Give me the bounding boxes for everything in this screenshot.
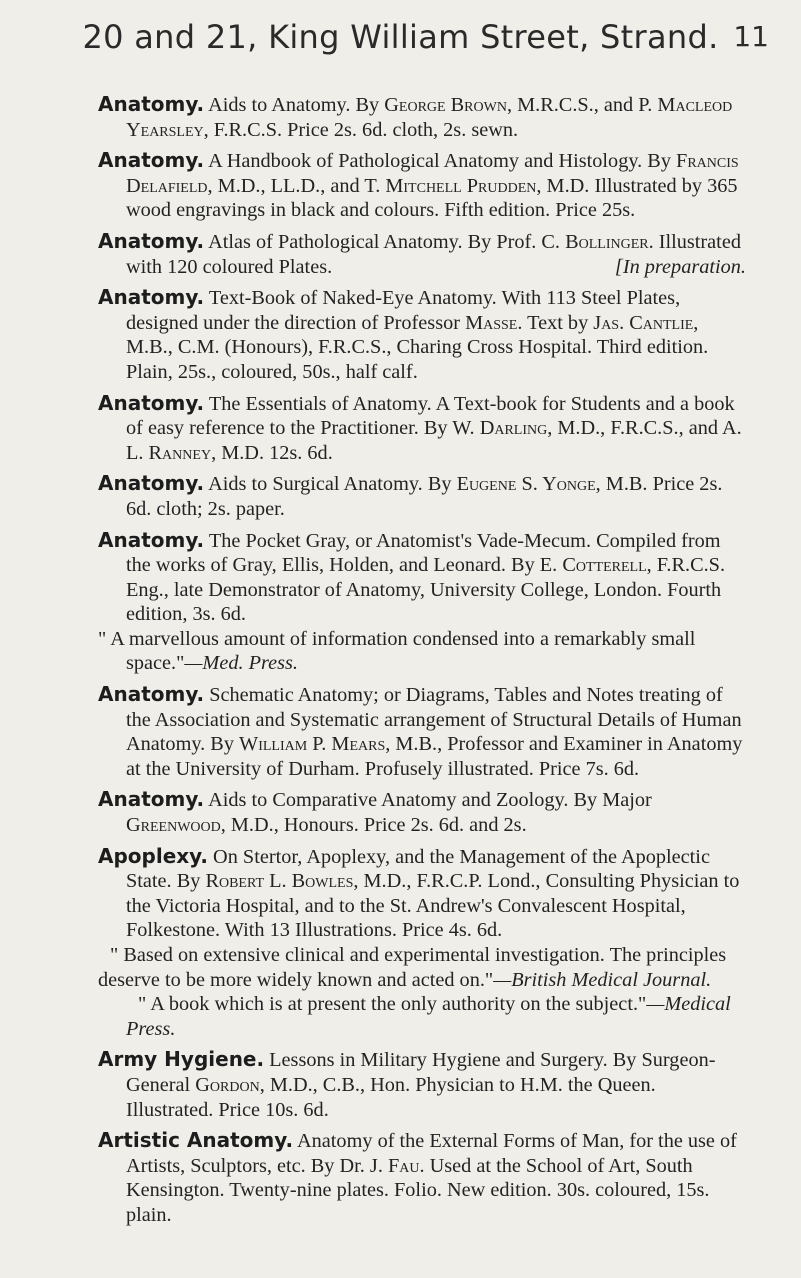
entry-text: Anatomy. Atlas of Pathological Anatomy. By Prof. C. Bollinger. Illustrated with 120 coloured Plates. [In preparation. (98, 228, 746, 278)
entry-author: Masse (465, 311, 518, 334)
entry-subject: Anatomy. (98, 682, 205, 707)
catalogue-entry (98, 148, 746, 223)
entry-subject: Anatomy. (98, 527, 205, 552)
catalogue-entry (98, 471, 746, 521)
catalogue-entry (98, 1047, 746, 1122)
entry-author: Macleod Yearsley (126, 94, 733, 141)
entry-text: Artistic Anatomy. Anatomy of the External Forms of Man, for the use of Artists, Sculptors, etc. By Dr. J. Fau. Used at the School of Art, South Kensington. Twenty-nine plates. Folio. New edition. 30s. coloured, 15s. plain. (98, 1128, 737, 1226)
entry-subject: Artistic Anatomy. (98, 1128, 294, 1153)
entry-author: Mitchell Prudden (385, 174, 537, 197)
entry-subject: Anatomy. (98, 390, 205, 415)
entry-text: Anatomy. Text-Book of Naked-Eye Anatomy. With 113 Steel Plates, designed under the direction of Professor Masse. Text by Jas. Cantlie, M.B., C.M. (Honours), F.R.C.S., Charing Cross Hospital. Third edition. Plain, 25s., coloured, 50s., half calf. (98, 285, 709, 383)
catalogue-entry (98, 844, 746, 1042)
catalogue-entry (98, 285, 746, 384)
running-head-address: 20 and 21, King William Street, Strand. (82, 18, 719, 56)
entry-author: Greenwood (126, 814, 221, 837)
entry-author: William P. Mears (239, 733, 386, 756)
entry-text: Apoplexy. On Stertor, Apoplexy, and the Management of the Apoplectic State. By Robert L. Bowles, M.D., F.R.C.P. Lond., Consulting Physician to the Victoria Hospital, and to the St. Andrew's Convalescent Hospital, Folkestone. With 13 Illustrations. Price 4s. 6d. (98, 843, 740, 942)
catalogue-entry (98, 787, 746, 837)
entry-text: Anatomy. Aids to Comparative Anatomy and Zoology. By Major Greenwood, M.D., Honours. Price 2s. 6d. and 2s. (98, 787, 652, 837)
entry-author: George Brown (384, 94, 507, 116)
page-number: 11 (733, 20, 769, 53)
catalogue-entry (98, 528, 746, 677)
entry-subject: Anatomy. (98, 285, 205, 310)
entry-author: Cotterell (562, 554, 647, 577)
press-quote: " A marvellous amount of information condensed into a remarkably small space."—Med. Press. (98, 627, 696, 675)
entry-text: Anatomy. A Handbook of Pathological Anatomy and Histology. By Francis Delafield, M.D., LL.D., and T. Mitchell Prudden, M.D. Illustrated by 365 wood engravings in black and colours. Fifth edition. Price 25s. (98, 148, 739, 222)
entry-author: Ranney (148, 441, 212, 464)
entry-author: Jas. Cantlie (593, 311, 694, 334)
entry-text: Anatomy. The Essentials of Anatomy. A Text-book for Students and a book of easy reference to the Practitioner. By W. Darling, M.D., F.R.C.S., and A. L. Ranney, M.D. 12s. 6d. (98, 390, 742, 464)
quote-source: —British Medical Journal. (493, 968, 712, 991)
entry-text: Anatomy. Aids to Anatomy. By George Brown, M.R.C.S., and P. Macleod Yearsley, F.R.C.S. Price 2s. 6d. cloth, 2s. sewn. (98, 92, 733, 141)
entry-author: Darling (479, 417, 548, 440)
press-quote: " A book which is at present the only authority on the subject."—Medical Press. (126, 993, 731, 1040)
entry-author: Bollinger (565, 230, 649, 253)
entry-note: [In preparation. (614, 255, 746, 278)
entry-author: Francis Delafield (126, 150, 739, 197)
entry-text: Anatomy. The Pocket Gray, or Anatomist's Vade-Mecum. Compiled from the works of Gray, Ellis, Holden, and Leonard. By E. Cotterell, F.R.C.S. Eng., late Demonstrator of Anatomy, University College, London. Fourth edition, 3s. 6d. (98, 527, 726, 626)
entry-text: Anatomy. Aids to Surgical Anatomy. By Eugene S. Yonge, M.B. Price 2s. 6d. cloth; 2s. paper. (98, 471, 723, 520)
entry-text: Anatomy. Schematic Anatomy; or Diagrams, Tables and Notes treating of the Association and Systematic arrangement of Structural Details of Human Anatomy. By William P. Mears, M.B., Professor and Examiner in Anatomy at the University of Durham. Profusely illustrated. Price 7s. 6d. (98, 682, 743, 780)
entry-author: Gordon (195, 1073, 260, 1096)
entry-author: Robert L. Bowles (205, 870, 354, 893)
catalogue-entry (98, 92, 746, 142)
press-quote: " Based on extensive clinical and experimental investigation. The principles deserve to be more widely known and acted on."—British Medical Journal. (98, 944, 727, 991)
entry-subject: Army Hygiene. (98, 1047, 265, 1072)
entry-author: Eugene S. Yonge (456, 473, 596, 496)
entry-subject: Anatomy. (98, 148, 205, 173)
catalogue-entry (98, 1128, 746, 1227)
catalogue-entries (98, 92, 746, 1234)
entry-subject: Anatomy. (98, 471, 205, 496)
entry-text: Army Hygiene. Lessons in Military Hygiene and Surgery. By Surgeon-General Gordon, M.D., C.B., Hon. Physician to H.M. the Queen. Illustrated. Price 10s. 6d. (98, 1047, 716, 1121)
entry-subject: Anatomy. (98, 92, 205, 116)
entry-subject: Anatomy. (98, 787, 205, 812)
quote-source: —Medical Press. (126, 993, 731, 1040)
quote-source: —Med. Press. (184, 652, 298, 675)
entry-subject: Apoplexy. (98, 843, 208, 868)
entry-author: Fau (387, 1154, 420, 1177)
page-header (0, 18, 801, 78)
catalogue-entry (98, 229, 746, 279)
entry-subject: Anatomy. (98, 228, 205, 253)
catalogue-entry (98, 391, 746, 466)
catalogue-entry (98, 682, 746, 781)
